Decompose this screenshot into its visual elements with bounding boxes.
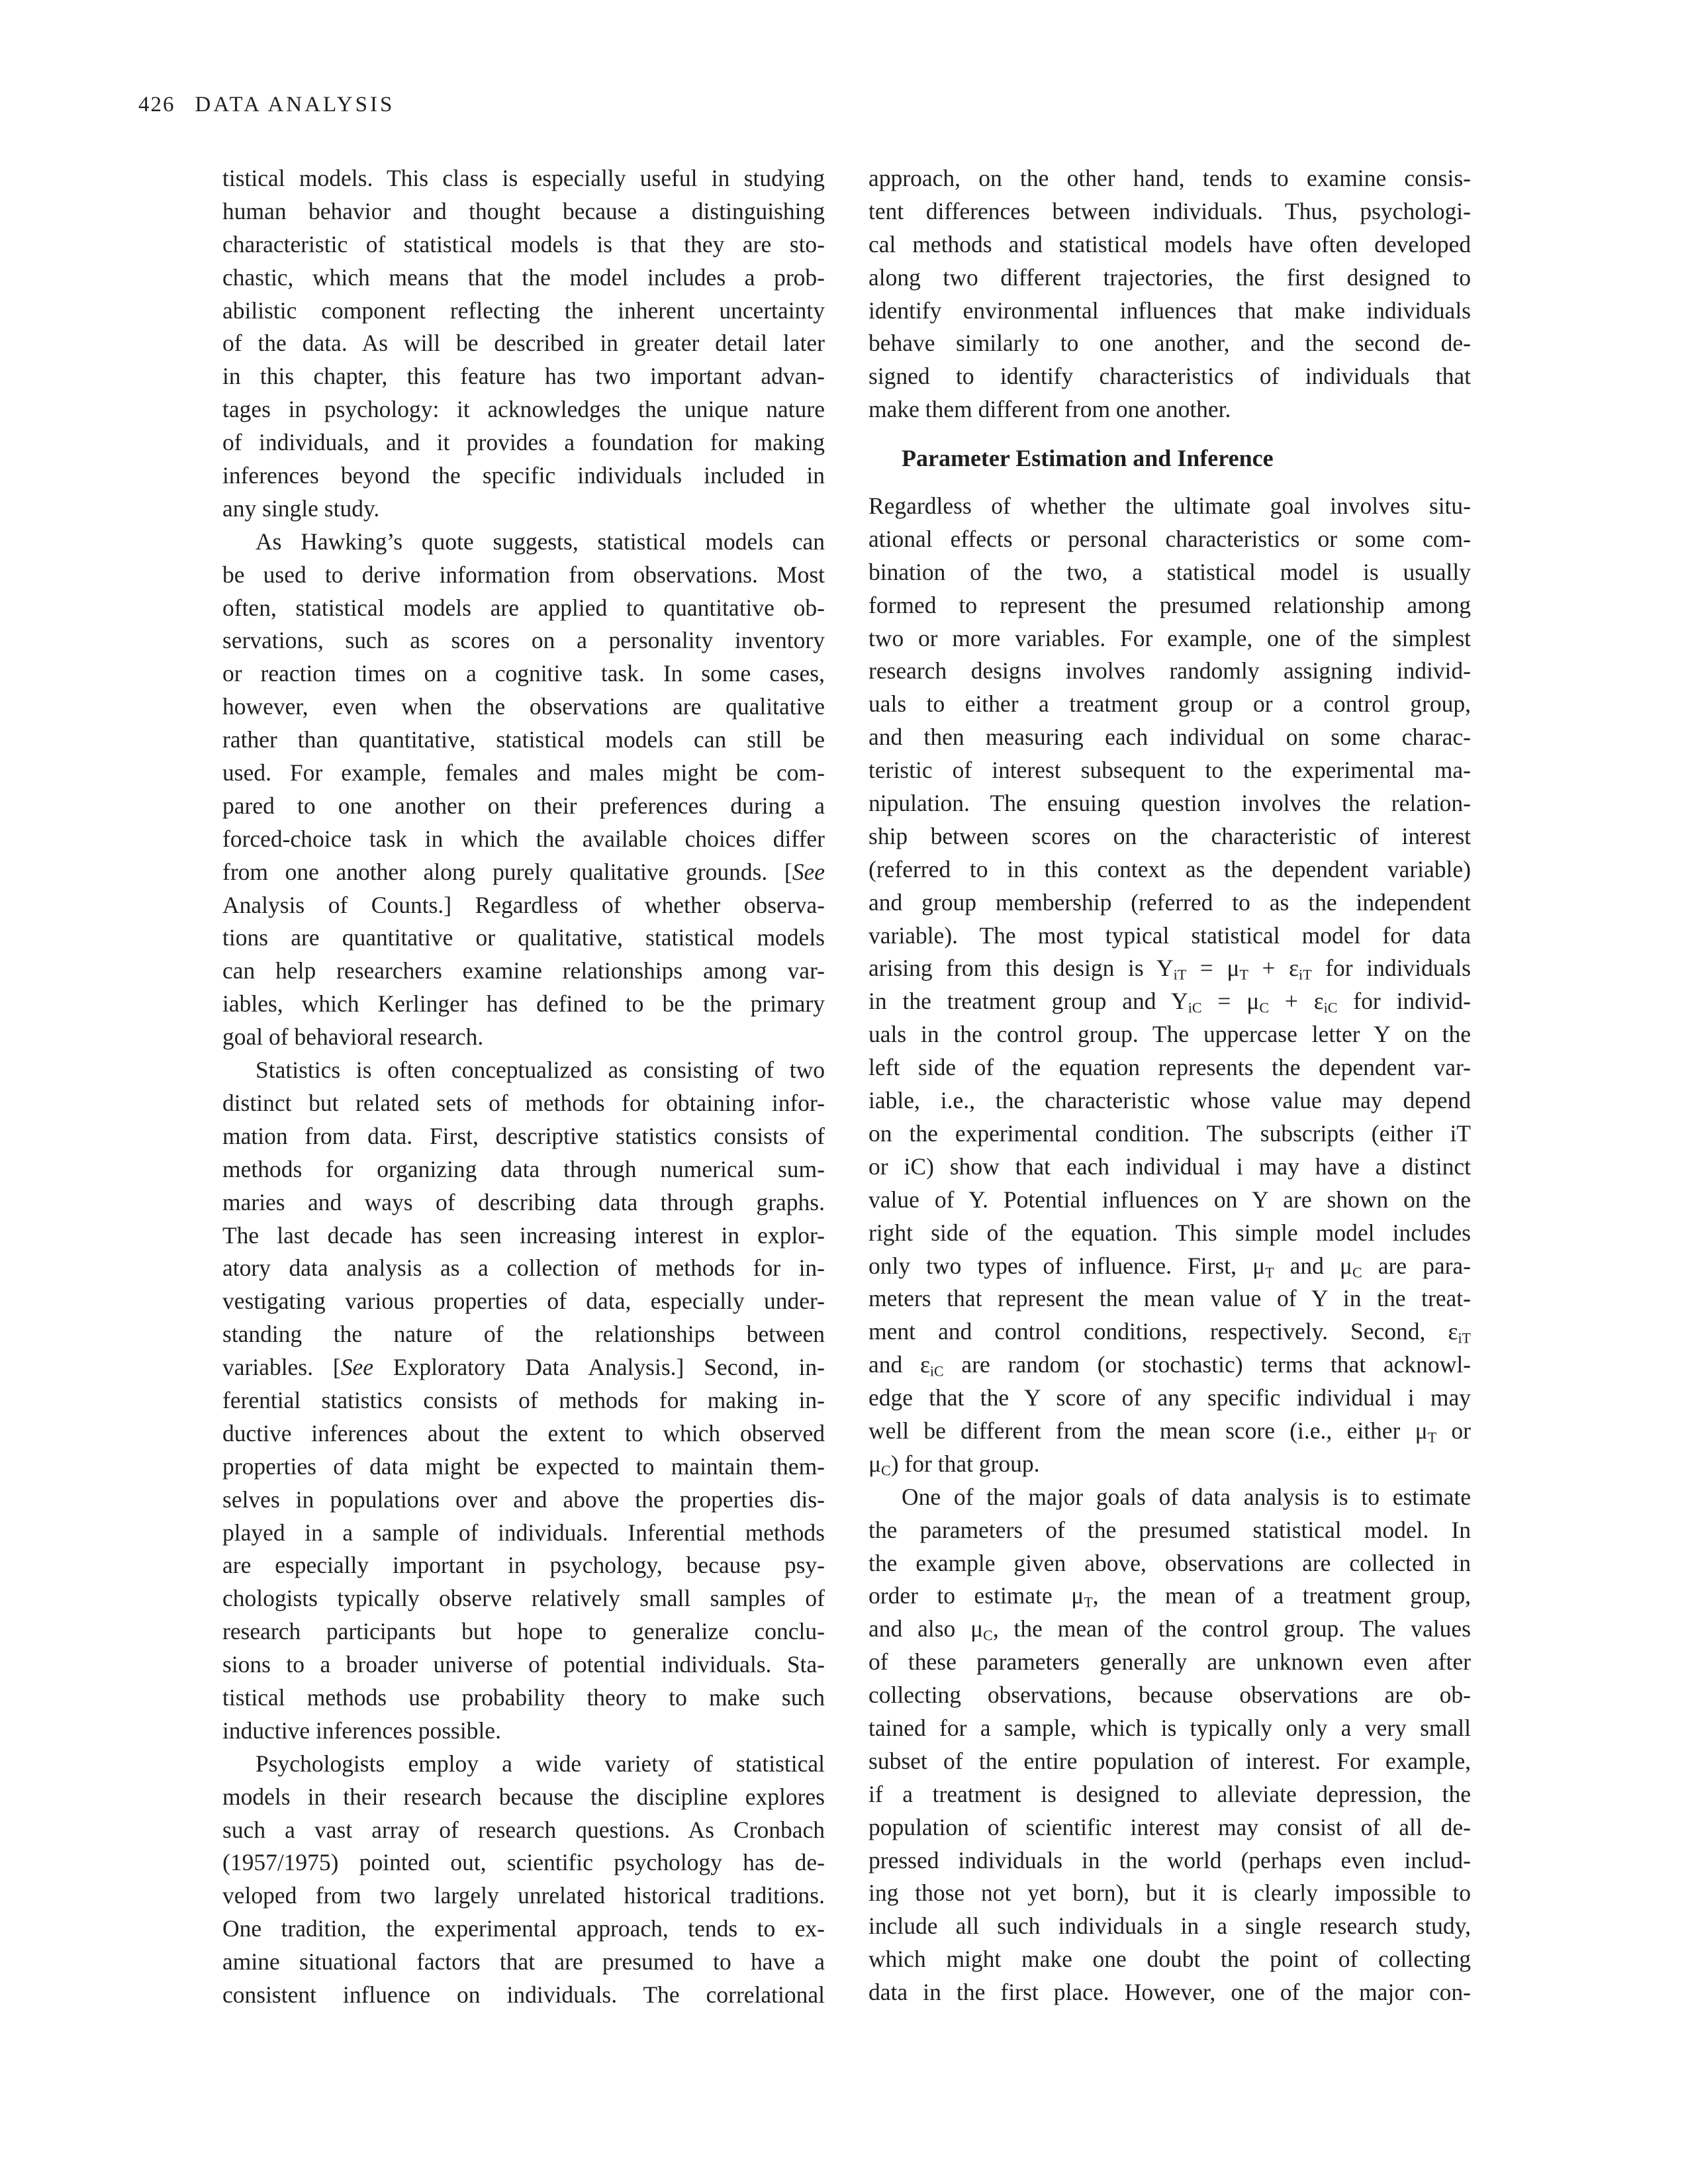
paragraph [222, 1748, 825, 2012]
text-run: The last decade has seen increasing interest in explor- [222, 1221, 825, 1249]
text-run: tistical methods use probability theory to make such [222, 1684, 825, 1711]
text-run: behave similarly to one another, and the second de- [868, 330, 1471, 357]
text-line [222, 889, 825, 922]
text-line [868, 1976, 1471, 2009]
text-run: ) for that group. [890, 1450, 1040, 1477]
page-number: 426 [138, 93, 175, 117]
text-line [222, 228, 825, 261]
text-run: played in a sample of individuals. Inferential methods [222, 1519, 825, 1546]
text-run: ment and control conditions, respectively. Second, ε [868, 1318, 1458, 1345]
text-run: Psychologists employ a wide variety of statistical [256, 1750, 825, 1777]
text-run: characteristic of statistical models is that they are sto- [222, 230, 825, 258]
text-run: along two different trajectories, the first designed to [868, 263, 1471, 291]
text-line [868, 655, 1471, 688]
text-run: tistical models. This class is especially useful in studying [222, 165, 825, 191]
text-run: pared to one another on their preferences during a [222, 792, 825, 819]
subscript: C [881, 1462, 891, 1479]
text-run: of these parameters generally are unknown even after [868, 1648, 1471, 1676]
text-run: any single study. [222, 495, 380, 522]
text-line [868, 1217, 1471, 1250]
text-line [222, 1285, 825, 1318]
text-line [222, 1417, 825, 1450]
text-line [868, 1943, 1471, 1976]
text-line [868, 195, 1471, 228]
text-line [222, 1484, 825, 1517]
text-run: nipulation. The ensuing question involves the relation- [868, 790, 1471, 817]
text-run: identify environmental influences that make individuals [868, 297, 1471, 324]
text-run: goal of behavioral research. [222, 1023, 484, 1051]
text-line [868, 1844, 1471, 1877]
text-line [222, 1748, 825, 1781]
text-line [868, 228, 1471, 261]
text-run: from one another along purely qualitative grounds. [ [222, 858, 792, 885]
text-run: , the mean of a treatment group, [1092, 1582, 1471, 1609]
text-line [222, 1715, 825, 1748]
text-line [868, 853, 1471, 886]
text-run: Analysis of Counts.] Regardless of whether observa- [222, 891, 825, 918]
text-run: value of Y. Potential influences on Y are shown on the [868, 1186, 1471, 1213]
text-line [868, 1712, 1471, 1745]
text-line [868, 1084, 1471, 1117]
text-run: used. For example, females and males might be com- [222, 759, 825, 786]
text-line [868, 1514, 1471, 1547]
text-line [868, 820, 1471, 853]
text-line [222, 1450, 825, 1484]
text-run: of the data. As will be described in greater detail later [222, 330, 825, 357]
text-run: Regardless of whether the ultimate goal involves situ- [868, 493, 1471, 520]
text-line [222, 1582, 825, 1615]
text-run: and ε [868, 1351, 930, 1378]
text-run: for individuals [1311, 955, 1471, 982]
paragraph [222, 1054, 825, 1748]
text-line [868, 1580, 1471, 1613]
text-run: variable). The most typical statistical model for data [868, 922, 1471, 949]
subscript: iC [1323, 999, 1338, 1016]
text-run: ational effects or personal characteristics or some com- [868, 525, 1471, 552]
text-run: and also μ [868, 1615, 984, 1642]
text-line [222, 1879, 825, 1913]
text-run: collecting observations, because observations are ob- [868, 1682, 1471, 1709]
text-run: data in the first place. However, one of the major con- [868, 1979, 1471, 2006]
text-run: ferential statistics consists of methods for making in- [222, 1386, 825, 1413]
text-run: or reaction times on a cognitive task. In some cases, [222, 660, 825, 687]
text-run: and then measuring each individual on some charac- [868, 724, 1471, 751]
text-line [222, 1781, 825, 1814]
text-line [222, 1946, 825, 1979]
text-line [222, 195, 825, 228]
subscript: iT [1173, 966, 1187, 983]
text-run: + ε [1269, 988, 1324, 1015]
text-line [868, 787, 1471, 820]
text-run: variables. [ [222, 1354, 341, 1381]
text-run: if a treatment is designed to alleviate depression, the [868, 1780, 1471, 1807]
text-line [222, 856, 825, 889]
text-line [868, 393, 1471, 426]
text-run: tages in psychology: it acknowledges the unique nature [222, 396, 825, 423]
text-line [222, 1318, 825, 1351]
text-run: (referred to in this context as the dependent variable) [868, 855, 1471, 882]
left-column [222, 162, 825, 2012]
text-line [868, 1448, 1471, 1481]
text-run: and μ [1274, 1252, 1352, 1279]
text-run: of individuals, and it provides a foundation for making [222, 429, 825, 456]
text-line [868, 1282, 1471, 1315]
text-line [222, 1979, 825, 2012]
text-line [868, 1910, 1471, 1943]
section-heading: Parameter Estimation and Inference [902, 445, 1274, 472]
text-run: iables, which Kerlinger has defined to be the primary [222, 990, 825, 1018]
paragraph [222, 526, 825, 1054]
subscript: iT [1458, 1329, 1471, 1347]
text-line [868, 1051, 1471, 1084]
text-line [868, 589, 1471, 622]
text-line [222, 1120, 825, 1153]
text-run: include all such individuals in a single research study, [868, 1913, 1471, 1940]
text-run: formed to represent the presumed relationship among [868, 591, 1471, 618]
text-line [222, 592, 825, 625]
text-run: only two types of influence. First, μ [868, 1252, 1266, 1279]
text-run: are especially important in psychology, because psy- [222, 1552, 825, 1579]
text-line [222, 1252, 825, 1285]
text-run: are random (or stochastic) terms that acknowl- [943, 1351, 1471, 1378]
text-run: right side of the equation. This simple model includes [868, 1219, 1471, 1246]
text-line [222, 988, 825, 1021]
text-run: tent differences between individuals. Thus, psychologi- [868, 197, 1471, 224]
text-run: left side of the equation represents the dependent var- [868, 1054, 1471, 1081]
text-line [868, 261, 1471, 295]
right-column [868, 162, 1471, 2009]
text-run: iable, i.e., the characteristic whose value may depend [868, 1087, 1471, 1114]
text-run: ship between scores on the characteristic of interest [868, 822, 1471, 849]
text-run: two or more variables. For example, one of the simplest [868, 624, 1471, 651]
text-line [868, 1151, 1471, 1184]
text-line [222, 922, 825, 955]
text-line [222, 1054, 825, 1087]
text-run: the example given above, observations are collected in [868, 1549, 1471, 1576]
text-line [222, 1219, 825, 1253]
subscript: T [1239, 966, 1248, 983]
text-line [222, 526, 825, 559]
text-line [222, 1517, 825, 1550]
text-run: abilistic component reflecting the inherent uncertainty [222, 297, 825, 324]
text-run: or iC) show that each individual i may have a distinct [868, 1153, 1471, 1180]
text-line [868, 1679, 1471, 1712]
text-run: can help researchers examine relationships among var- [222, 957, 825, 984]
text-run: subset of the entire population of interest. For example, [868, 1747, 1471, 1774]
text-run: One of the major goals of data analysis is to estimate [902, 1483, 1471, 1510]
text-run: uals in the control group. The uppercase letter Y on the [868, 1021, 1471, 1048]
text-line [868, 295, 1471, 328]
text-line [868, 1250, 1471, 1283]
text-run: chastic, which means that the model includes a prob- [222, 263, 825, 291]
text-line [868, 1745, 1471, 1778]
text-run: models in their research because the discipline explores [222, 1783, 825, 1810]
text-line [222, 790, 825, 823]
text-run: mation from data. First, descriptive statistics consists of [222, 1122, 825, 1149]
subscript: T [1265, 1264, 1274, 1280]
text-run: = μ [1186, 955, 1240, 982]
text-run: inferences beyond the specific individuals included in [222, 462, 825, 489]
italic-text: See [340, 1354, 374, 1381]
text-line [222, 724, 825, 757]
paragraph [222, 162, 825, 526]
text-run: selves in populations over and above the properties dis- [222, 1486, 825, 1513]
subscript: iT [1299, 966, 1312, 983]
text-line [868, 360, 1471, 393]
text-line [868, 523, 1471, 556]
text-run: make them different from one another. [868, 396, 1231, 423]
text-run: ing those not yet born), but it is clearly impossible to [868, 1879, 1471, 1907]
text-run: or [1436, 1417, 1471, 1444]
text-run: chologists typically observe relatively small samples of [222, 1585, 825, 1612]
text-line [222, 1351, 825, 1384]
text-line [222, 327, 825, 360]
text-line [868, 1184, 1471, 1217]
text-run: well be different from the mean score (i.e., either μ [868, 1417, 1428, 1444]
text-run: teristic of interest subsequent to the experimental ma- [868, 757, 1471, 784]
subscript: iC [929, 1362, 944, 1380]
text-line [222, 1186, 825, 1219]
text-line [222, 955, 825, 988]
text-line [868, 1382, 1471, 1415]
text-line [222, 1615, 825, 1648]
text-line [868, 1613, 1471, 1646]
subscript: C [1259, 999, 1269, 1016]
text-run: = μ [1201, 988, 1260, 1015]
subscript: C [1352, 1264, 1362, 1280]
text-run: research participants but hope to generalize conclu- [222, 1618, 825, 1645]
text-line [222, 360, 825, 393]
text-line [868, 622, 1471, 655]
text-run: for individ- [1337, 988, 1471, 1015]
text-line [222, 823, 825, 856]
text-line [222, 459, 825, 493]
text-line [222, 1648, 825, 1682]
subscript: T [1084, 1593, 1093, 1611]
text-line [868, 985, 1471, 1018]
text-run: approach, on the other hand, tends to examine consis- [868, 165, 1471, 191]
text-line [868, 556, 1471, 589]
text-line [868, 1481, 1471, 1514]
text-line [868, 1646, 1471, 1679]
subscript: C [983, 1627, 993, 1644]
text-run: forced-choice task in which the available choices differ [222, 825, 825, 852]
text-run: uals to either a treatment group or a control group, [868, 690, 1471, 718]
text-run: cal methods and statistical models have often developed [868, 230, 1471, 258]
text-line [868, 1315, 1471, 1349]
text-line [868, 1811, 1471, 1844]
text-line [222, 559, 825, 592]
text-run: pressed individuals in the world (perhaps even includ- [868, 1846, 1471, 1874]
paragraph [868, 162, 1471, 426]
text-line [222, 1384, 825, 1417]
text-run: order to estimate μ [868, 1582, 1084, 1609]
text-line [222, 295, 825, 328]
text-line [222, 393, 825, 426]
text-run: bination of the two, a statistical model is usually [868, 558, 1471, 585]
text-line [222, 1814, 825, 1847]
subscript: iC [1188, 999, 1202, 1016]
text-run: inductive inferences possible. [222, 1717, 501, 1744]
text-run: methods for organizing data through numerical sum- [222, 1155, 825, 1182]
text-run: consistent influence on individuals. The correlational [222, 1981, 825, 2008]
text-line [222, 1021, 825, 1054]
text-line [868, 721, 1471, 754]
text-line [222, 624, 825, 657]
text-run: often, statistical models are applied to quantitative ob- [222, 594, 825, 621]
text-run: tained for a sample, which is typically only a very small [868, 1714, 1471, 1741]
text-line [222, 1913, 825, 1946]
text-line [868, 1117, 1471, 1151]
text-line [868, 952, 1471, 985]
text-line [222, 426, 825, 459]
text-line [222, 1087, 825, 1120]
text-run: distinct but related sets of methods for obtaining infor- [222, 1089, 825, 1116]
text-line [868, 754, 1471, 787]
text-line [222, 493, 825, 526]
text-line [222, 690, 825, 724]
text-run: in the treatment group and Y [868, 988, 1188, 1015]
text-run: tions are quantitative or qualitative, statistical models [222, 924, 825, 951]
subscript: T [1427, 1429, 1437, 1446]
text-run: however, even when the observations are qualitative [222, 693, 825, 720]
text-run: human behavior and thought because a distinguishing [222, 197, 825, 224]
text-run: atory data analysis as a collection of methods for in- [222, 1255, 825, 1282]
text-run: sions to a broader universe of potential individuals. Sta- [222, 1651, 825, 1678]
text-run: rather than quantitative, statistical models can still be [222, 726, 825, 753]
text-line [868, 688, 1471, 721]
text-run: arising from this design is Y [868, 955, 1174, 982]
text-line [868, 162, 1471, 195]
text-run: be used to derive information from observations. Most [222, 561, 825, 588]
text-line [222, 1153, 825, 1186]
text-run: edge that the Y score of any specific individual i may [868, 1384, 1471, 1411]
text-run: Exploratory Data Analysis.] Second, in- [373, 1354, 825, 1381]
text-line [868, 920, 1471, 953]
text-line [222, 1682, 825, 1715]
text-run: , the mean of the control group. The values [992, 1615, 1471, 1642]
text-run: on the experimental condition. The subscripts (either iT [868, 1119, 1471, 1147]
running-head [138, 91, 395, 118]
text-line [868, 490, 1471, 523]
text-line [222, 757, 825, 790]
text-run: + ε [1248, 955, 1299, 982]
text-line [222, 162, 825, 195]
text-run: One tradition, the experimental approach, tends to ex- [222, 1915, 825, 1942]
text-run: μ [868, 1450, 882, 1477]
italic-text: See [792, 858, 825, 885]
text-run: properties of data might be expected to maintain them- [222, 1452, 825, 1480]
running-title: DATA ANALYSIS [195, 93, 395, 117]
text-run: Statistics is often conceptualized as consisting of two [256, 1057, 825, 1084]
text-run: signed to identify characteristics of individuals that [868, 363, 1471, 390]
text-run: and group membership (referred to as the independent [868, 888, 1471, 916]
text-run: As Hawking’s quote suggests, statistical models can [256, 528, 825, 555]
text-line [868, 327, 1471, 360]
text-run: standing the nature of the relationships between [222, 1321, 825, 1348]
text-run: population of scientific interest may consist of all de- [868, 1813, 1471, 1840]
text-line [868, 1018, 1471, 1051]
text-line [868, 1415, 1471, 1448]
text-line [222, 1846, 825, 1879]
text-run: servations, such as scores on a personality inventory [222, 627, 825, 654]
text-run: meters that represent the mean value of Y in the treat- [868, 1285, 1471, 1312]
text-run: the parameters of the presumed statistical model. In [868, 1516, 1471, 1543]
text-run: ductive inferences about the extent to which observed [222, 1419, 825, 1447]
paragraph [868, 490, 1471, 1481]
text-line [868, 1778, 1471, 1811]
text-run: are para- [1362, 1252, 1471, 1279]
text-run: veloped from two largely unrelated historical traditions. [222, 1882, 825, 1909]
text-run: such a vast array of research questions. As Cronbach [222, 1816, 825, 1843]
text-run: amine situational factors that are presumed to have a [222, 1948, 825, 1975]
text-line [868, 1877, 1471, 1910]
text-line [868, 886, 1471, 920]
text-line [222, 1549, 825, 1582]
text-run: vestigating various properties of data, especially under- [222, 1288, 825, 1315]
text-run: which might make one doubt the point of collecting [868, 1946, 1471, 1973]
text-line [868, 1349, 1471, 1382]
text-run: in this chapter, this feature has two important advan- [222, 363, 825, 390]
text-run: (1957/1975) pointed out, scientific psychology has de- [222, 1849, 825, 1876]
text-line [222, 261, 825, 295]
text-run: maries and ways of describing data through graphs. [222, 1188, 825, 1215]
text-run: research designs involves randomly assigning individ- [868, 657, 1471, 685]
paragraph [868, 1481, 1471, 2009]
text-line [868, 1547, 1471, 1580]
text-line [222, 657, 825, 690]
